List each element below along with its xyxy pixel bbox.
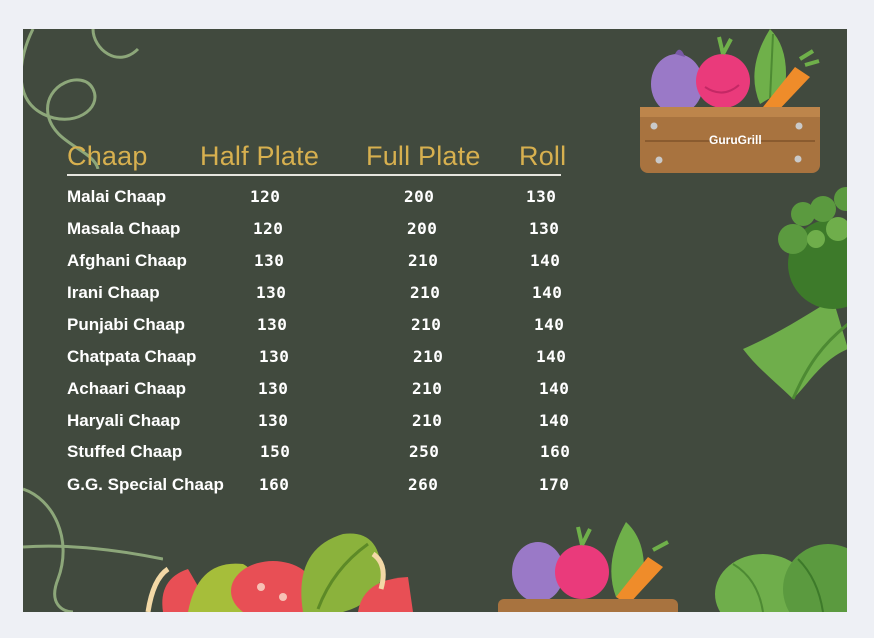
full-price: 210 (413, 347, 444, 366)
header-divider (67, 174, 561, 176)
item-name: Masala Chaap (67, 219, 181, 238)
full-price: 210 (410, 283, 441, 302)
full-price: 210 (412, 411, 443, 430)
menu-row (23, 379, 623, 403)
roll-price: 140 (532, 283, 563, 302)
menu-row (23, 442, 623, 466)
item-name: Malai Chaap (67, 187, 167, 206)
half-price: 120 (253, 219, 284, 238)
half-price: 130 (258, 379, 289, 398)
half-price: 120 (250, 187, 281, 206)
half-price: 160 (259, 475, 290, 494)
roll-price: 140 (530, 251, 561, 270)
full-price: 210 (408, 251, 439, 270)
roll-price: 130 (526, 187, 557, 206)
roll-price: 140 (534, 315, 565, 334)
half-price: 130 (258, 411, 289, 430)
spinach-illustration (713, 539, 847, 612)
vegetable-crate-illustration (635, 29, 825, 179)
item-name: Achaari Chaap (67, 379, 187, 398)
broccoli-illustration (738, 184, 847, 404)
menu-row (23, 411, 623, 435)
roll-price: 140 (539, 379, 570, 398)
brand-name: GuruGrill (709, 133, 762, 147)
roll-price: 170 (539, 475, 570, 494)
roll-price: 140 (536, 347, 567, 366)
menu-row (23, 475, 623, 499)
menu-slide (23, 29, 847, 612)
roll-price: 130 (529, 219, 560, 238)
roll-price: 160 (540, 442, 571, 461)
menu-row (23, 187, 623, 211)
full-price: 250 (409, 442, 440, 461)
full-price: 200 (404, 187, 435, 206)
full-price: 210 (411, 315, 442, 334)
header-full-plate: Full Plate (366, 141, 481, 171)
item-name: Punjabi Chaap (67, 315, 186, 334)
salad-illustration (143, 519, 413, 612)
menu-row (23, 251, 623, 275)
menu-row (23, 315, 623, 339)
full-price: 260 (408, 475, 439, 494)
roll-price: 140 (539, 411, 570, 430)
full-price: 200 (407, 219, 438, 238)
header-half-plate: Half Plate (200, 141, 320, 171)
half-price: 130 (254, 251, 285, 270)
menu-row (23, 283, 623, 307)
item-name: Haryali Chaap (67, 411, 181, 430)
menu-row (23, 347, 623, 371)
item-name: G.G. Special Chaap (67, 475, 224, 494)
menu-row (23, 219, 623, 243)
half-price: 130 (257, 315, 288, 334)
item-name: Chatpata Chaap (67, 347, 197, 366)
half-price: 130 (256, 283, 287, 302)
full-price: 210 (412, 379, 443, 398)
header-roll: Roll (519, 141, 567, 171)
header-chaap: Chaap (67, 141, 148, 171)
half-price: 150 (260, 442, 291, 461)
vegetable-crate-bottom-illustration (498, 517, 688, 612)
item-name: Irani Chaap (67, 283, 160, 302)
item-name: Afghani Chaap (67, 251, 187, 270)
item-name: Stuffed Chaap (67, 442, 183, 461)
half-price: 130 (259, 347, 290, 366)
